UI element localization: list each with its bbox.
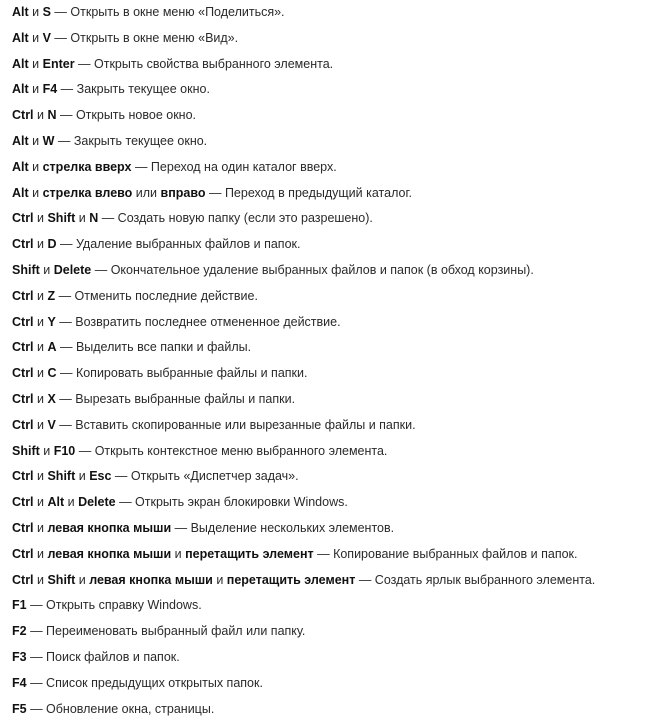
shortcut-key: W — [42, 133, 55, 148]
shortcut-text: и — [33, 211, 48, 226]
shortcut-text: — Открыть свойства выбранного элемента. — [74, 56, 334, 71]
shortcut-text: и — [39, 262, 54, 277]
shortcut-text: — Закрыть текущее окно. — [54, 133, 208, 148]
shortcut-row — [12, 619, 652, 645]
shortcut-row — [12, 129, 652, 155]
shortcut-key: Shift — [47, 211, 76, 226]
shortcut-text: — Обновление окна, страницы. — [26, 701, 215, 716]
shortcut-text: — Отменить последние действие. — [55, 288, 258, 303]
shortcut-key: вправо — [160, 185, 206, 200]
shortcut-key: перетащить элемент — [226, 572, 356, 587]
shortcut-row — [12, 284, 652, 310]
shortcut-text: и — [171, 546, 186, 561]
shortcut-row — [12, 490, 652, 516]
shortcut-text: или — [132, 185, 161, 200]
shortcut-key: Shift — [47, 572, 76, 587]
shortcut-row — [12, 413, 652, 439]
shortcut-text: — Выделение нескольких элементов. — [171, 520, 395, 535]
shortcut-text: — Открыть «Диспетчер задач». — [111, 469, 299, 484]
shortcut-text: и — [33, 366, 48, 381]
shortcut-row — [12, 258, 652, 284]
shortcut-row — [12, 0, 652, 26]
shortcut-key: N — [47, 108, 57, 123]
shortcut-key: Alt — [12, 133, 29, 148]
shortcut-text: — Открыть новое окно. — [56, 108, 196, 123]
shortcut-key: Z — [47, 288, 56, 303]
shortcut-key: стрелка вверх — [42, 159, 132, 174]
shortcut-row — [12, 439, 652, 465]
shortcut-text: и — [33, 572, 48, 587]
shortcut-text: и — [33, 469, 48, 484]
shortcut-key: Y — [47, 314, 56, 329]
shortcut-list — [12, 0, 652, 722]
shortcut-key: Alt — [12, 5, 29, 19]
shortcut-key: Ctrl — [12, 417, 34, 432]
shortcut-key: стрелка влево — [42, 185, 133, 200]
shortcut-text: и — [28, 133, 43, 148]
shortcut-key: N — [89, 211, 99, 226]
shortcut-row — [12, 542, 652, 568]
shortcut-key: Ctrl — [12, 237, 34, 252]
shortcut-text: и — [75, 572, 90, 587]
shortcut-text: — Поиск файлов и папок. — [26, 649, 180, 664]
shortcut-key: Shift — [12, 443, 40, 458]
shortcut-text: — Открыть справку Windows. — [26, 598, 202, 613]
shortcut-row — [12, 671, 652, 697]
shortcut-key: S — [42, 5, 51, 19]
shortcut-key: Alt — [12, 159, 29, 174]
shortcut-text: — Открыть экран блокировки Windows. — [115, 495, 348, 510]
shortcut-row — [12, 232, 652, 258]
shortcut-text: — Удаление выбранных файлов и папок. — [56, 237, 301, 252]
shortcut-row — [12, 593, 652, 619]
shortcut-text: и — [28, 56, 43, 71]
shortcut-row — [12, 77, 652, 103]
shortcut-key: Ctrl — [12, 211, 34, 226]
shortcut-key: перетащить элемент — [185, 546, 314, 561]
shortcut-key: Enter — [42, 56, 75, 71]
shortcut-key: Alt — [12, 82, 29, 97]
shortcut-text: — Копирование выбранных файлов и папок. — [313, 546, 578, 561]
shortcut-text: и — [33, 237, 48, 252]
shortcut-text: и — [28, 185, 43, 200]
shortcut-text: и — [28, 5, 43, 19]
shortcut-key: Ctrl — [12, 366, 34, 381]
shortcut-text: — Список предыдущих открытых папок. — [26, 675, 263, 690]
shortcut-key: Alt — [12, 185, 29, 200]
shortcut-key: Ctrl — [12, 340, 34, 355]
shortcut-key: F10 — [53, 443, 76, 458]
shortcut-key: левая кнопка мыши — [89, 572, 213, 587]
shortcut-row — [12, 387, 652, 413]
shortcut-text: и — [33, 314, 48, 329]
shortcut-text: — Переход в предыдущий каталог. — [205, 185, 412, 200]
shortcut-text: — Переименовать выбранный файл или папку. — [26, 624, 306, 639]
shortcut-key: Ctrl — [12, 546, 34, 561]
shortcut-text: и — [75, 469, 90, 484]
shortcut-key: Ctrl — [12, 391, 34, 406]
shortcut-key: F3 — [12, 649, 27, 664]
shortcut-text: и — [75, 211, 90, 226]
shortcut-key: Ctrl — [12, 572, 34, 587]
shortcut-text: и — [33, 288, 48, 303]
shortcut-row — [12, 361, 652, 387]
shortcut-key: Ctrl — [12, 520, 34, 535]
shortcut-text: и — [28, 82, 43, 97]
shortcut-key: F4 — [42, 82, 58, 97]
shortcut-text: и — [28, 30, 43, 45]
shortcut-row — [12, 206, 652, 232]
shortcut-key: X — [47, 391, 56, 406]
shortcut-key: Ctrl — [12, 469, 34, 484]
shortcut-text: — Открыть в окне меню «Вид». — [50, 30, 239, 45]
shortcut-key: Alt — [47, 495, 65, 510]
shortcut-text: — Открыть контекстное меню выбранного элемента. — [75, 443, 388, 458]
shortcut-key: Alt — [12, 30, 29, 45]
shortcut-key: левая кнопка мыши — [47, 546, 172, 561]
shortcut-text: и — [212, 572, 227, 587]
shortcut-row — [12, 568, 652, 594]
shortcut-row — [12, 464, 652, 490]
shortcut-text: — Выделить все папки и файлы. — [56, 340, 252, 355]
shortcut-key: V — [47, 417, 56, 432]
shortcut-key: Ctrl — [12, 314, 34, 329]
shortcut-key: Delete — [78, 495, 116, 510]
shortcut-text: и — [33, 520, 48, 535]
shortcut-key: F1 — [12, 598, 27, 613]
shortcut-key: Ctrl — [12, 288, 34, 303]
shortcut-row — [12, 697, 652, 722]
shortcut-row — [12, 52, 652, 78]
shortcut-key: Delete — [53, 262, 92, 277]
shortcut-key: F2 — [12, 624, 27, 639]
shortcut-key: Shift — [12, 262, 40, 277]
shortcut-key: A — [47, 340, 57, 355]
shortcut-key: D — [47, 237, 57, 252]
shortcut-text: и — [33, 108, 48, 123]
shortcut-row — [12, 26, 652, 52]
shortcut-text: — Создать ярлык выбранного элемента. — [355, 572, 596, 587]
shortcut-key: Alt — [12, 56, 29, 71]
shortcut-text: и — [33, 546, 48, 561]
shortcut-key: Ctrl — [12, 495, 34, 510]
shortcut-text: и — [33, 340, 48, 355]
shortcut-text: — Копировать выбранные файлы и папки. — [56, 366, 308, 381]
shortcut-text: и — [64, 495, 79, 510]
shortcut-text: — Закрыть текущее окно. — [57, 82, 210, 97]
shortcut-row — [12, 645, 652, 671]
shortcut-row — [12, 155, 652, 181]
shortcut-row — [12, 103, 652, 129]
shortcut-row — [12, 335, 652, 361]
shortcut-text: и — [33, 417, 48, 432]
shortcut-text: — Открыть в окне меню «Поделиться». — [50, 5, 285, 19]
shortcut-key: Shift — [47, 469, 76, 484]
shortcut-text: и — [28, 159, 43, 174]
shortcut-row — [12, 516, 652, 542]
shortcut-key: C — [47, 366, 57, 381]
shortcut-text: — Вставить скопированные или вырезанные файлы и папки. — [55, 417, 416, 432]
shortcut-key: F5 — [12, 701, 27, 716]
shortcut-text: и — [33, 495, 48, 510]
shortcut-key: Ctrl — [12, 108, 34, 123]
shortcut-text: — Создать новую папку (если это разрешено). — [98, 211, 373, 226]
shortcut-row — [12, 181, 652, 207]
shortcut-key: F4 — [12, 675, 27, 690]
shortcut-text: — Возвратить последнее отмененное действие. — [55, 314, 341, 329]
shortcut-row — [12, 310, 652, 336]
shortcut-key: Esc — [89, 469, 112, 484]
shortcut-text: и — [33, 391, 48, 406]
shortcut-key: левая кнопка мыши — [47, 520, 172, 535]
shortcut-key: V — [42, 30, 51, 45]
shortcut-text: — Окончательное удаление выбранных файлов и папок (в обход корзины). — [91, 262, 534, 277]
shortcut-text: — Переход на один каталог вверх. — [131, 159, 337, 174]
shortcut-text: и — [39, 443, 54, 458]
shortcut-text: — Вырезать выбранные файлы и папки. — [55, 391, 296, 406]
